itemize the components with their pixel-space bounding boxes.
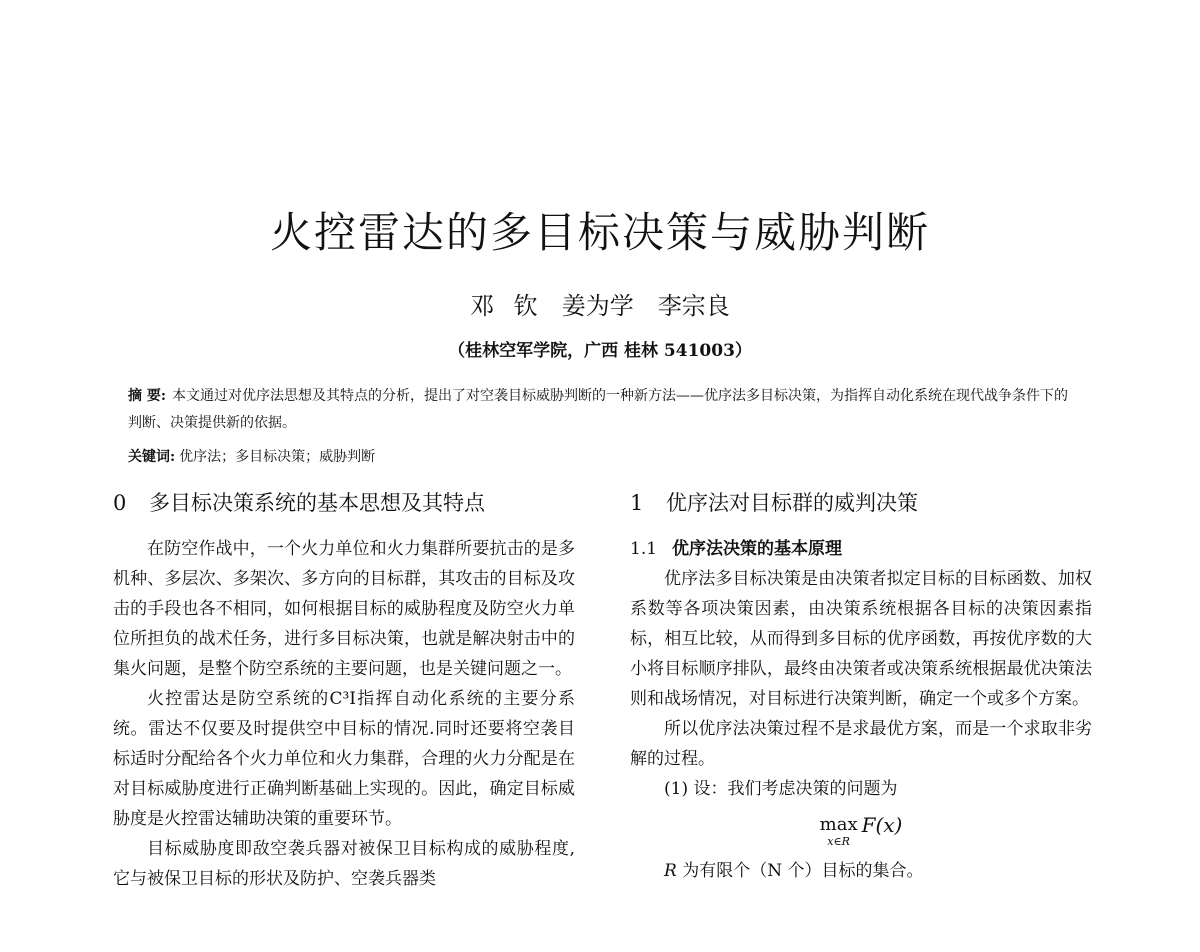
right-column: [630, 486, 1092, 886]
paragraph: 目标威胁度即敌空袭兵器对被保卫目标构成的威胁程度,它与被保卫目标的形状及防护、空袭兵器类: [113, 839, 575, 889]
paragraph: 所以优序法决策过程不是求最优方案，而是一个求取非劣解的过程。: [630, 719, 1092, 769]
subsection-title: 优序法决策的基本原理: [672, 539, 842, 559]
section-title: 优序法对目标群的威判决策: [666, 491, 918, 515]
abstract-text: 本文通过对优序法思想及其特点的分析，提出了对空袭目标威胁判断的一种新方法——优序法多目标决策，为指挥自动化系统在现代战争条件下的判断、决策提供新的依据。: [128, 388, 1069, 431]
section-heading-1: [630, 486, 1092, 520]
subsection-number: 1.1: [630, 539, 658, 559]
formula-operator: [820, 814, 858, 848]
paragraph-after-formula: [630, 856, 1092, 886]
paper-title: 火控雷达的多目标决策与威胁判断: [269, 208, 930, 257]
paragraph: 优序法多目标决策是由决策者拟定目标的目标函数、加权系数等各项决策因素，由决策系统根据各目标的决策因素指标，相互比较，从而得到多目标的优序函数，再按优序数的大小将目标顺序排队，最终由决策者或决策系统根据最优决策法则和战场情况，对目标进行决策判断，确定一个或多个方案。: [630, 569, 1092, 709]
abstract: [128, 383, 1076, 437]
keywords-text: 优序法；多目标决策；威胁判断: [179, 449, 376, 465]
paper-authors: 邓 钦 姜为学 李宗良: [470, 292, 730, 320]
subsection-heading-1-1: [630, 534, 1092, 564]
paper-affiliation: （桂林空军学院，广西 桂林 541003）: [448, 341, 752, 361]
formula-max: max: [819, 814, 858, 835]
keywords: [128, 444, 1076, 471]
keywords-label: 关键词:: [128, 449, 176, 465]
after-formula-text: 为有限个（N 个）目标的集合。: [676, 861, 924, 881]
section-number: 1: [630, 491, 644, 515]
section-number: 0: [113, 491, 127, 515]
abstract-label: 摘 要:: [128, 388, 167, 404]
section-title: 多目标决策系统的基本思想及其特点: [149, 491, 485, 515]
formula-max-fx: [630, 814, 1092, 848]
paragraph: 火控雷达是防空系统的C³I指挥自动化系统的主要分系统。雷达不仅要及时提供空中目标的情况.同时还要将空袭目标适时分配给各个火力单位和火力集群，合理的火力分配是在对目标威胁度进行正确判断基础上实现的。因此，确定目标威胁度是火控雷达辅助决策的重要环节。: [113, 689, 575, 829]
paragraph: 在防空作战中，一个火力单位和火力集群所要抗击的是多机种、多层次、多架次、多方向的目标群，其攻击的目标及攻击的手段也各不相同，如何根据目标的威胁程度及防空火力单位所担负的战术任务，进行多目标决策，也就是解决射击中的集火问题，是整个防空系统的主要问题，也是关键问题之一。: [113, 539, 575, 679]
left-column: [113, 486, 575, 894]
formula-function: F(x): [861, 813, 903, 837]
paragraph: (1) 设：我们考虑决策的问题为: [664, 779, 898, 799]
formula-subscript: x∈R: [827, 835, 850, 848]
variable-r: R: [664, 861, 677, 881]
section-heading-0: [113, 486, 575, 520]
